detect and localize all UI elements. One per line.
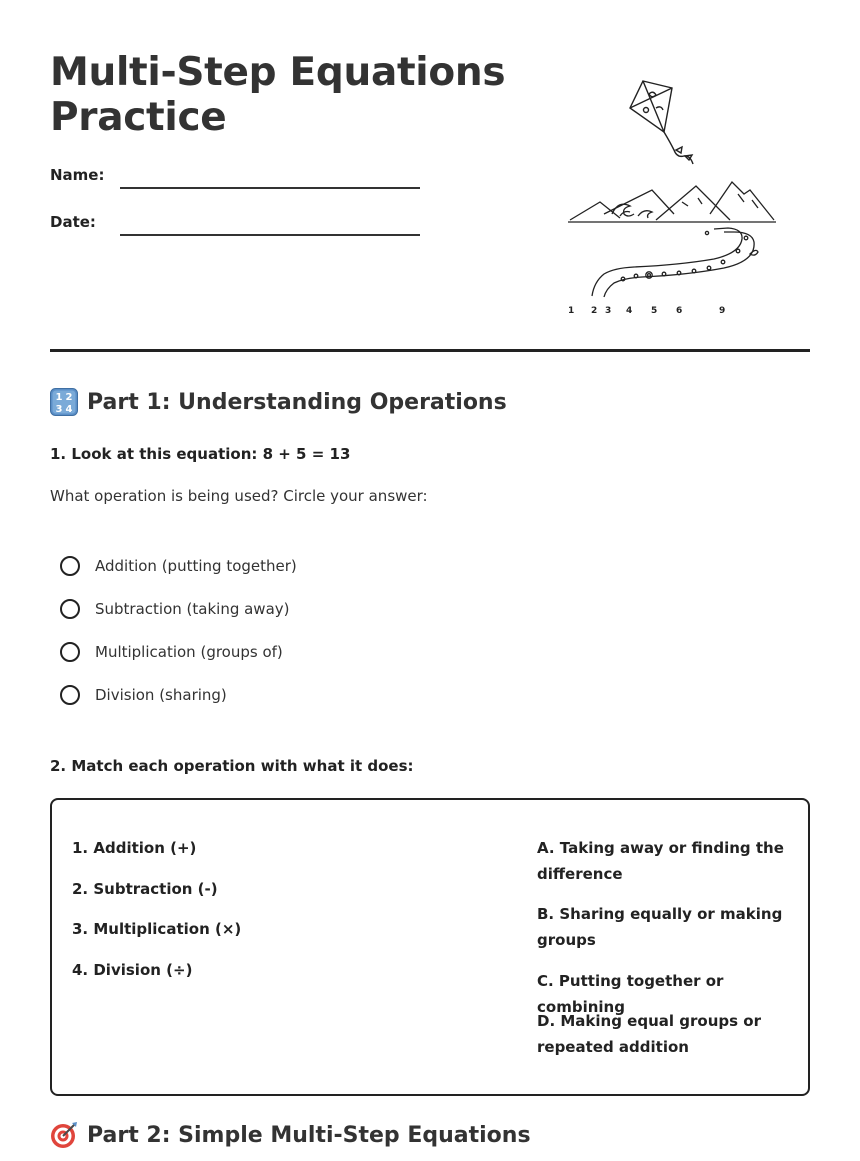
question-2: 2. Match each operation with what it does:	[50, 757, 414, 775]
answer-option[interactable]	[60, 682, 227, 708]
operation-item: 1. Addition (+)	[72, 839, 197, 857]
answer-option[interactable]	[60, 596, 290, 622]
name-label: Name:	[50, 166, 105, 184]
path-number-label: 4	[626, 306, 633, 316]
mountains-icon	[568, 182, 776, 222]
numbers-keycap-icon	[50, 388, 78, 416]
kite-landscape-illustration	[560, 74, 790, 324]
date-field[interactable]	[120, 234, 420, 236]
part1-title: Part 1: Understanding Operations	[87, 389, 507, 415]
path-number-label: 5	[651, 306, 658, 316]
radio-circle[interactable]	[60, 556, 80, 576]
name-field[interactable]	[120, 187, 420, 189]
path-number-label: 3	[605, 306, 612, 316]
answer-option[interactable]	[60, 639, 283, 665]
path-number-label: 1	[568, 306, 575, 316]
winding-path-icon	[592, 228, 758, 297]
answer-option-label: Multiplication (groups of)	[95, 643, 283, 661]
path-number-label: 2	[591, 306, 598, 316]
path-number-label: 9	[719, 306, 726, 316]
part2-title: Part 2: Simple Multi-Step Equations	[87, 1122, 531, 1148]
answer-option-label: Subtraction (taking away)	[95, 600, 290, 618]
part1-heading	[50, 388, 507, 416]
target-dart-icon	[50, 1121, 78, 1149]
header-divider	[50, 349, 810, 352]
radio-circle[interactable]	[60, 685, 80, 705]
radio-circle[interactable]	[60, 599, 80, 619]
path-number-label: 6	[676, 306, 683, 316]
svg-text:2: 2	[65, 392, 73, 403]
part2-heading	[50, 1121, 531, 1149]
date-label: Date:	[50, 213, 96, 231]
definition-item: B. Sharing equally or making groups	[537, 905, 783, 949]
svg-text:3: 3	[55, 404, 63, 415]
worksheet-title: Multi-Step Equations Practice	[50, 50, 506, 140]
question-1: 1. Look at this equation: 8 + 5 = 13	[50, 445, 351, 463]
definition-item: C. Putting together or combining	[537, 972, 724, 1016]
definition-item: D. Making equal groups or repeated addition	[537, 1012, 761, 1056]
operation-item: 2. Subtraction (-)	[72, 880, 218, 898]
answer-option-label: Division (sharing)	[95, 686, 227, 704]
definition-item: A. Taking away or finding the difference	[537, 839, 784, 883]
svg-text:1: 1	[55, 392, 63, 403]
answer-option-label: Addition (putting together)	[95, 557, 297, 575]
question-1-prompt: What operation is being used? Circle your answer:	[50, 487, 428, 505]
operation-item: 4. Division (÷)	[72, 961, 193, 979]
radio-circle[interactable]	[60, 642, 80, 662]
operation-item: 3. Multiplication (×)	[72, 920, 242, 938]
kite-icon	[630, 81, 693, 164]
svg-text:4: 4	[65, 404, 73, 415]
answer-option[interactable]	[60, 553, 297, 579]
